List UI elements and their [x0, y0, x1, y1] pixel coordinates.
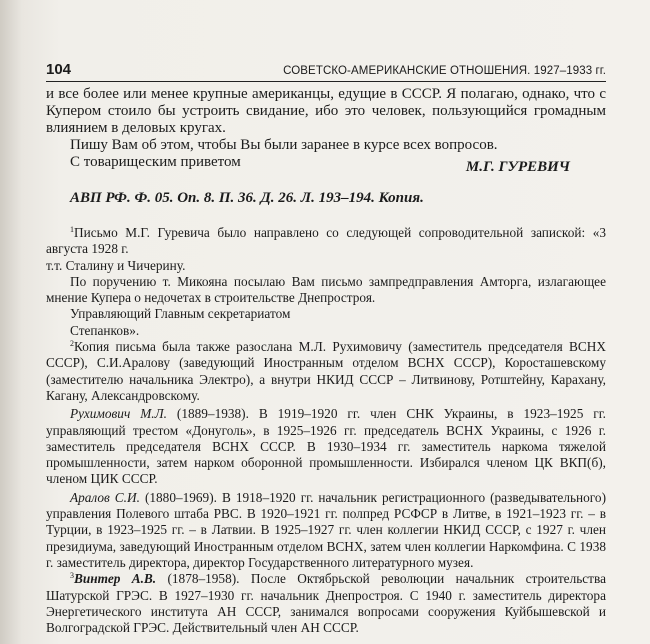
footnote-line: Управляющий Главным секретариатом — [70, 306, 291, 322]
footnote-mark: 1 — [70, 225, 74, 234]
footnote-3 — [46, 571, 606, 636]
bio-text: (1878–1958). После Октябрьской революции начальник строительства Шатурской ГРЭС. В 1927–1930 гг. начальник Днепростроя. С 1940 г. заместитель директора Энергетического института АН СССР, занимался вопросами сооружения Куйбышевской и Волгоградской ГРЭС. Действительный член АН СССР. — [46, 571, 606, 636]
letter-signature: М.Г. ГУРЕВИЧ — [465, 159, 570, 175]
footnote-line: По поручению т. Микояна посылаю Вам письмо зампредправления Амторга, излагающее мнение Купера о недочетах в строительстве Днепростроя. — [46, 273, 606, 306]
footnote-line: Степанков». — [70, 322, 140, 338]
archive-reference: АВП РФ. Ф. 05. Оп. 8. П. 36. Д. 26. Л. 193–194. Копия. — [70, 190, 424, 206]
page-header — [46, 63, 606, 82]
bio-name: Винтер А.В. — [74, 571, 157, 587]
biography-aralov — [46, 490, 606, 571]
footnote-text: Письмо М.Г. Гуревича было направлено со следующей сопроводительной запиской: «3 августа 1928 г. — [46, 225, 606, 257]
footnote-mark: 3 — [70, 571, 74, 581]
letter-signoff — [46, 154, 606, 175]
bio-text: (1880–1969). В 1918–1920 гг. начальник регистрационного (разведывательного) управления Полевого штаба РВС. В 1920–1921 гг. полпред РСФСР в Литве, в 1921–1923 гг. – в Турции, в 1923–1925 гг. – в Латвии. В 1925–1927 гг. член коллегии НКИД СССР, с 1927 г. член президиума, заведующий Иностранным отделом ВСНХ, затем член коллегии Наркомфина. С 1938 г. заместитель директора, директор Государственного литературного музея. — [46, 489, 606, 570]
biography-ruhimovich — [46, 406, 606, 487]
letter-paragraph: Пишу Вам об этом, чтобы Вы были заранее в курсе всех вопросов. — [70, 137, 498, 153]
letter-paragraph: и все более или менее крупные американцы, едущие в СССР. Я полагаю, однако, что с Купером стоило бы устроить свидание, ибо это человек, пользующийся громадным влиянием в деловых кругах. — [46, 86, 606, 136]
letter-body — [46, 86, 606, 175]
letter-greeting: С товарищеским приветом — [70, 154, 241, 170]
running-title: СОВЕТСКО-АМЕРИКАНСКИЕ ОТНОШЕНИЯ. 1927–1933 гг. — [283, 65, 606, 77]
bio-text: (1889–1938). В 1919–1920 гг. член СНК Украины, в 1923–1925 гг. управляющий трестом «Донуголь», в 1925–1926 гг. председатель ВСНХ Украины, с 1926 г. заместитель председателя ВСНХ СССР. В 1930–1934 гг. заместитель наркома тяжелой промышленности, затем нарком оборонной промышленности. Избирался членом ЦК ВКП(б), членом ЦИК СССР. — [46, 406, 607, 487]
bio-name: Рухимович М.Л. — [70, 406, 167, 422]
page-number: 104 — [46, 61, 72, 78]
footnote-mark: 2 — [70, 339, 74, 349]
footnote-1 — [46, 225, 606, 258]
footnotes — [46, 225, 606, 636]
footnote-text: Копия письма была также разослана М.Л. Рухимовичу (заместитель председателя ВСНХ СССР), С.И.Аралову (заведующий Иностранным отделом ВСНХ СССР), Короcташевскому (заместителю начальника Электро), а внутри НКИД СССР – Литвинову, Ротштейну, Карахану, Кагану, Александровскому. — [46, 339, 606, 403]
footnote-line: т.т. Сталину и Чичерину. — [46, 257, 186, 273]
footnote-2 — [46, 339, 606, 404]
bio-name: Аралов С.И. — [70, 489, 140, 505]
